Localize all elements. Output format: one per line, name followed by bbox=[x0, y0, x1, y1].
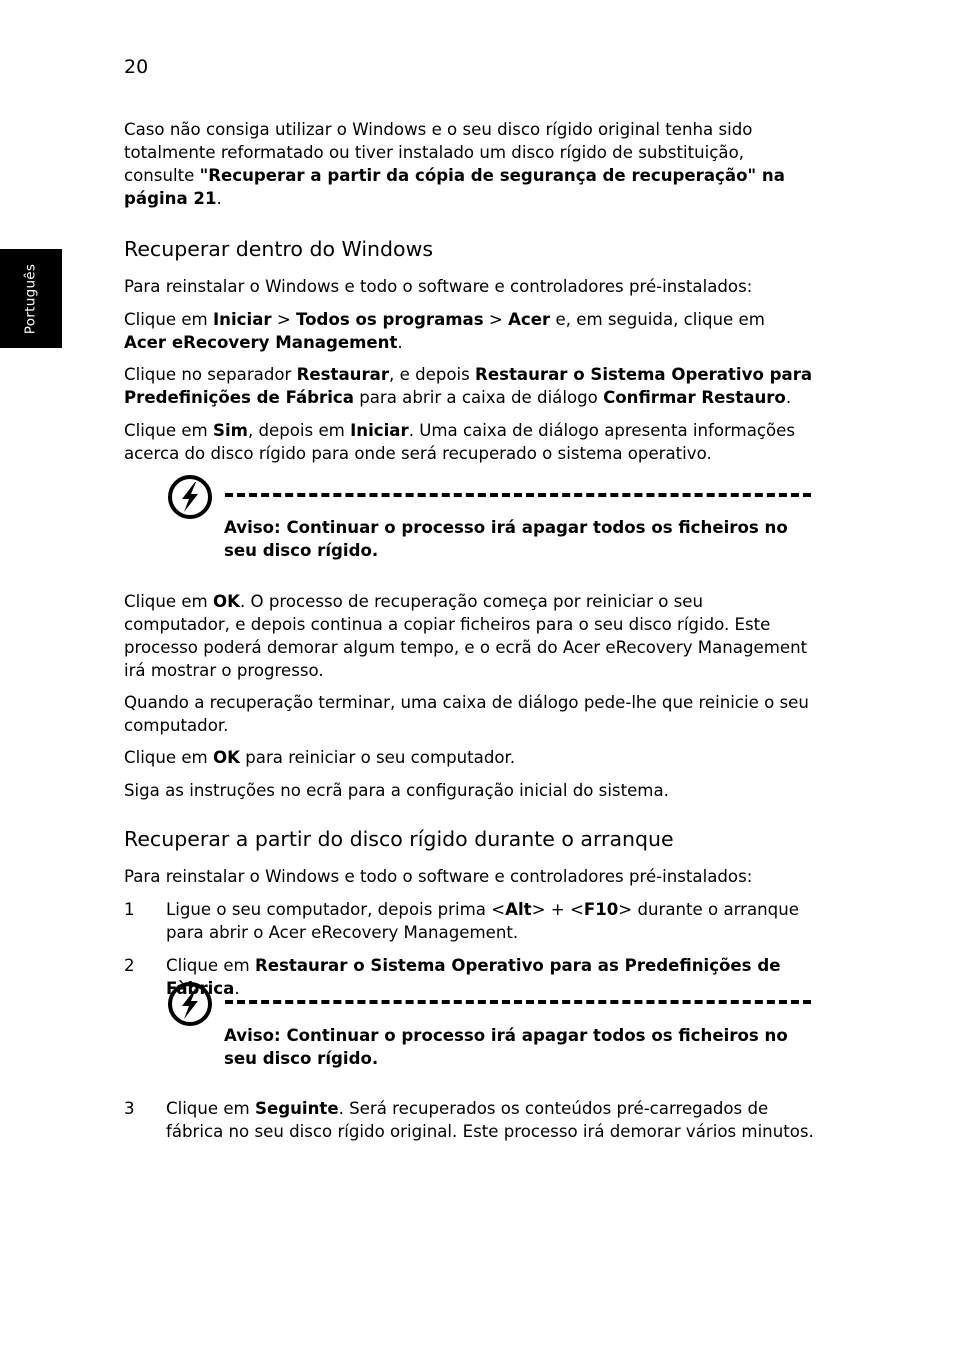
paragraph: Clique no separador Restaurar, e depois Restaurar o Sistema Operativo para Predefinições de Fábrica para abrir a caixa de diálogo Confirmar Restauro. bbox=[124, 365, 813, 407]
intro-paragraph: Caso não consiga utilizar o Windows e o seu disco rígido original tenha sido totalmente reformatado ou tiver instalado um disco rígido de substituição, consulte "Recuperar a partir da cópia de segurança de recuperação" na página 21. bbox=[124, 120, 785, 208]
warning-icon bbox=[167, 981, 213, 1027]
paragraph: Siga as instruções no ecrã para a configuração inicial do sistema. bbox=[124, 781, 669, 800]
step-text: Clique em Restaurar o Sistema Operativo para as Predefinições de Fàbrica. bbox=[166, 956, 781, 998]
step-number: 3 bbox=[124, 1099, 135, 1118]
paragraph: Clique em OK. O processo de recuperação começa por reiniciar o seu computador, e depois continua a copiar ficheiros para o seu disco rígido. Este processo poderá demorar algum tempo, e o ecrã do Acer eRecovery Management irá mostrar o progresso. bbox=[124, 592, 808, 680]
paragraph: Para reinstalar o Windows e todo o software e controladores pré-instalados: bbox=[124, 867, 753, 886]
paragraph: Quando a recuperação terminar, uma caixa de diálogo pede-lhe que reinicie o seu computador. bbox=[124, 693, 809, 735]
step-number: 2 bbox=[124, 956, 135, 975]
step-text: Clique em Seguinte. Será recuperados os conteúdos pré-carregados de fábrica no seu disco rígido original. Este processo irá demorar vários minutos. bbox=[166, 1099, 814, 1141]
cross-reference-link[interactable]: "Recuperar a partir da cópia de segurança de recuperação" na página 21 bbox=[124, 166, 785, 208]
dashed-separator bbox=[225, 493, 811, 497]
paragraph: Clique em Iniciar > Todos os programas > Acer e, em seguida, clique em Acer eRecovery Management. bbox=[124, 310, 765, 352]
warning-text: Aviso: Continuar o processo irá apagar todos os ficheiros no seu disco rígido. bbox=[224, 518, 788, 560]
step-number: 1 bbox=[124, 900, 135, 919]
paragraph: Para reinstalar o Windows e todo o software e controladores pré-instalados: bbox=[124, 277, 753, 296]
warning-text: Aviso: Continuar o processo irá apagar todos os ficheiros no seu disco rígido. bbox=[224, 1026, 788, 1068]
paragraph: Clique em Sim, depois em Iniciar. Uma caixa de diálogo apresenta informações acerca do disco rígido para onde será recuperado o sistema operativo. bbox=[124, 421, 796, 463]
step-text: Ligue o seu computador, depois prima <Alt> + <F10> durante o arranque para abrir o Acer eRecovery Management. bbox=[166, 900, 799, 942]
page-number: 20 bbox=[124, 56, 149, 78]
paragraph: Clique em OK para reiniciar o seu computador. bbox=[124, 748, 516, 767]
dashed-separator bbox=[225, 1000, 811, 1004]
section-heading: Recuperar dentro do Windows bbox=[124, 237, 434, 261]
section-heading: Recuperar a partir do disco rígido durante o arranque bbox=[124, 827, 674, 851]
side-tab-label: Português bbox=[22, 263, 39, 335]
side-language-tab bbox=[0, 249, 62, 348]
warning-icon bbox=[167, 474, 213, 520]
